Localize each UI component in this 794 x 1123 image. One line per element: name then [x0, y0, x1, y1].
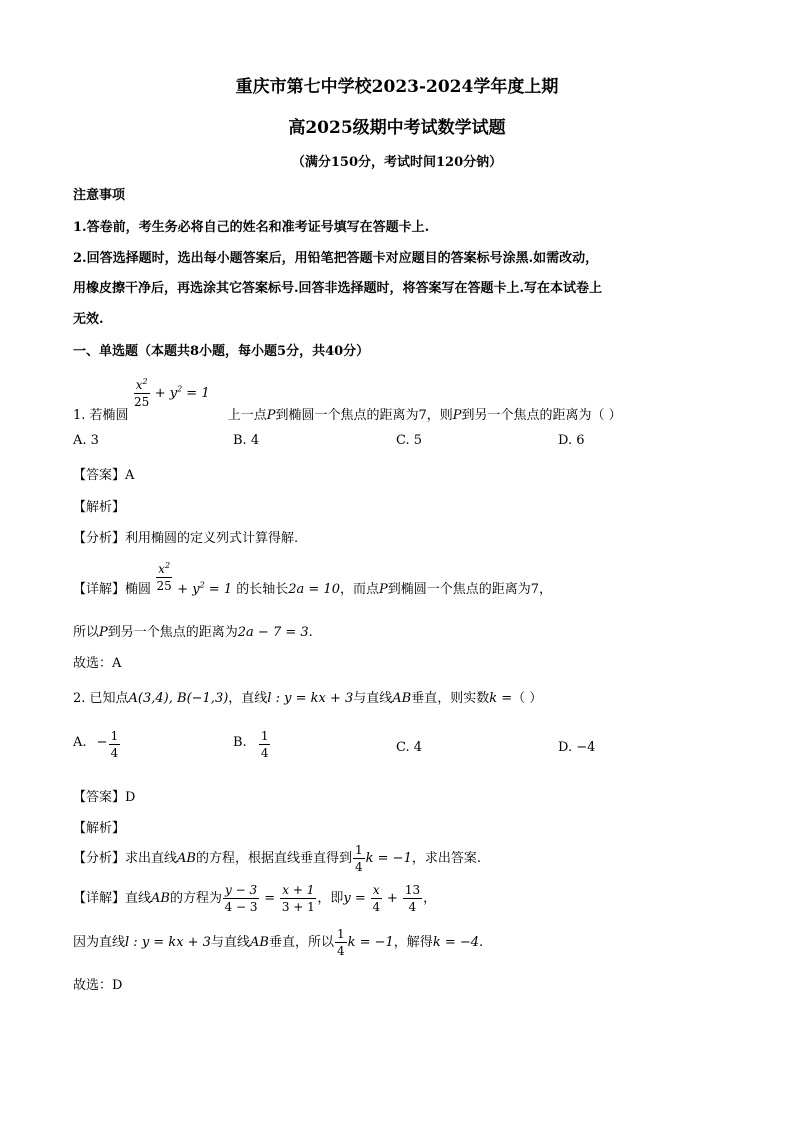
q2-option-c: C. 4 [396, 740, 423, 755]
q2-analysis-label: 【解析】 [73, 821, 126, 836]
q1-fenxi: 【分析】利用椭圆的定义列式计算得解. [73, 531, 299, 546]
q1-xiangjie: 【详解】椭圆 $\frac{x^2}{25}$ + $y^2 = 1$ 的长轴长2a = 10，而点P到椭圆一个焦点的距离为7， [73, 561, 553, 597]
notice-item-1: 1.答卷前，考生务必将自己的姓名和准考证号填写在答题卡上. [73, 220, 430, 235]
q1-option-a: A. 3 [73, 433, 99, 448]
notice-heading: 注意事项 [73, 188, 126, 203]
q1-analysis-label: 【解析】 [73, 500, 126, 515]
q2-option-d: D. −4 [558, 740, 596, 755]
q1-ellipse-rest: + $y^2 = 1$ [154, 384, 210, 401]
q1-option-b: B. 4 [233, 433, 260, 448]
section-heading-single-choice: 一、单选题（本题共8小题，每小题5分，共40分） [73, 344, 370, 359]
q2-option-b: B. $\frac{1}{4}$ [233, 729, 269, 760]
question-1-stem: 1. 若椭圆 $\frac{x^2}{25}$ + $y^2 = 1$ 上一点P到椭圆一个焦点的距离为7，则P到另一个焦点的距离为（ ） [73, 377, 622, 423]
q2-option-a: A. − $\frac{1}{4}$ [73, 729, 119, 760]
q1-lead: 1. 若椭圆 [73, 407, 129, 423]
question-2-stem: 2. 已知点A(3,4), B(−1,3)，直线l : y = kx + 3与直线AB垂直，则实数k =（ ） [73, 691, 543, 706]
notice-item-2-line-3: 无效. [73, 312, 104, 327]
q1-xj-fraction: $\frac{x^2}{25}$ [156, 561, 172, 593]
exam-subtitle: （满分150分，考试时间120分钠） [291, 155, 503, 170]
q1-ellipse-fraction: $\frac{x^2}{25}$ [133, 377, 150, 409]
notice-item-2-line-2: 用橡皮擦干净后，再选涂其它答案标号.回答非选择题时，将答案写在答题卡上.写在本试卷上 [73, 281, 603, 296]
q1-choose: 故选：A [73, 656, 122, 671]
exam-title-school: 重庆市第七中学校2023-2024学年度上期 [235, 77, 559, 97]
q2-xiangjie: 【详解】直线AB的方程为 $\frac{y - 3}{4 - 3}$ = $\frac{x + 1}{3 + 1}$ ，即y = $\frac{x}{4}$ + $\frac{13}{4}$ ， [73, 883, 437, 914]
q1-answer: 【答案】A [73, 468, 135, 483]
notice-item-2-line-1: 2.回答选择题时，选出每小题答案后，用铅笔把答题卡对应题目的答案标号涂黑.如需改动， [73, 251, 599, 266]
q1-option-d: D. 6 [558, 433, 585, 448]
q1-option-c: C. 5 [396, 433, 423, 448]
q2-because: 因为直线l : y = kx + 3与直线AB垂直，所以 $\frac{1}{4}$ k = −1，解得k = −4. [73, 927, 484, 958]
q2-answer: 【答案】D [73, 790, 136, 805]
q2-fenxi: 【分析】求出直线AB的方程，根据直线垂直得到 $\frac{1}{4}$ k = −1，求出答案. [73, 843, 481, 874]
q1-conclusion: 所以P到另一个焦点的距离为2a − 7 = 3. [73, 625, 313, 640]
q2-choose: 故选：D [73, 978, 123, 993]
exam-title-grade: 高2025级期中考试数学试题 [288, 118, 506, 138]
